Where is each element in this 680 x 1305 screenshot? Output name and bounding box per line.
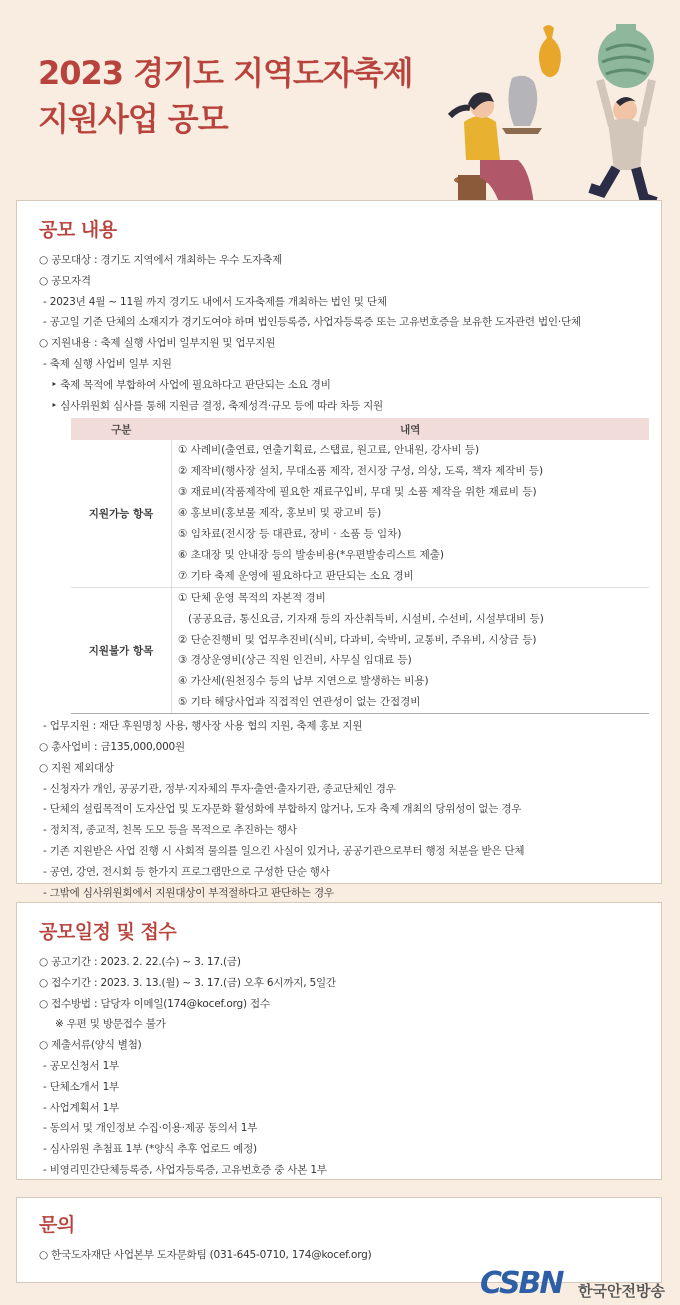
- table-item: ③ 경상운영비(상근 직원 인건비, 사무실 임대료 등): [178, 654, 412, 667]
- table-item: ② 단순진행비 및 업무추진비(식비, 다과비, 숙박비, 교통비, 주유비, 시상금 등): [178, 633, 537, 646]
- table-header-category: 구분: [71, 418, 172, 440]
- table-item: ① 사례비(출연료, 연출기획료, 스탭료, 원고료, 안내원, 강사비 등): [178, 444, 480, 457]
- watermark-logo: [480, 1266, 680, 1300]
- list-item: - 2023년 4월 ~ 11월 까지 경기도 내에서 도자축제를 개최하는 법인 및 단체: [43, 295, 387, 308]
- list-item: ○ 공모자격: [39, 274, 91, 287]
- table-item: ② 제작비(행사장 설치, 무대소품 제작, 전시장 구성, 의상, 도록, 책자 제작비 등): [178, 465, 544, 478]
- list-item: - 축제 실행 사업비 일부 지원: [43, 357, 172, 370]
- details-list-bottom: [39, 716, 661, 903]
- section-title: 공모일정 및 접수: [39, 921, 177, 943]
- table-category-cell: 지원가능 항목: [71, 440, 172, 587]
- page-title: [38, 50, 413, 142]
- list-item: ○ 한국도자재단 사업본부 도자문화팀 (031-645-0710, 174@kocef.org): [39, 1249, 372, 1261]
- list-item: - 공고일 기준 단체의 소재지가 경기도여야 하며 법인등록증, 사업자등록증 또는 고유번호증을 보유한 도자관련 법인·단체: [43, 316, 581, 329]
- section-title: 공모 내용: [39, 219, 117, 241]
- schedule-list: [39, 952, 661, 1181]
- list-item: ○ 공모대상 : 경기도 지역에서 개최하는 우수 도자축제: [39, 254, 283, 266]
- list-item: - 신청자가 개인, 공공기관, 정부·지자체의 투자·출연·출자기관, 종교단체인 경우: [43, 782, 396, 795]
- table-item: ⑦ 기타 축제 운영에 필요하다고 판단되는 소요 경비: [178, 569, 414, 582]
- table-item: ④ 홍보비(홍보물 제작, 홍보비 및 광고비 등): [178, 507, 382, 520]
- inquiry-list: [39, 1245, 661, 1266]
- list-item: ○ 접수기간 : 2023. 3. 13.(월) ~ 3. 17.(금) 오후 6시까지, 5일간: [39, 976, 336, 989]
- pottery-illustration: [430, 10, 680, 205]
- table-item: ③ 재료비(작품제작에 필요한 재료구입비, 무대 및 소품 제작을 위한 재료비 등): [178, 486, 537, 499]
- table-details-cell: [172, 440, 650, 587]
- list-item: - 정치적, 종교적, 친목 도모 등을 목적으로 추진하는 행사: [43, 824, 297, 837]
- table-category-cell: 지원불가 항목: [71, 587, 172, 713]
- list-item: - 그밖에 심사위원회에서 지원대상이 부적절하다고 판단하는 경우: [43, 886, 334, 899]
- list-item: ‣ 심사위원회 심사를 통해 지원금 결정, 축제성격·규모 등에 따라 차등 지원: [51, 399, 383, 412]
- table-item: ④ 가산세(원천징수 등의 납부 지연으로 발생하는 비용): [178, 675, 429, 688]
- list-item: - 업무지원 : 재단 후원명칭 사용, 행사장 사용 협의 지원, 축제 홍보 지원: [43, 720, 363, 733]
- broadcaster-name: 한국안전방송: [578, 1282, 665, 1300]
- list-item: - 기존 지원받은 사업 진행 시 사회적 물의를 일으킨 사실이 있거나, 공공기관으로부터 행정 처분을 받은 단체: [43, 844, 525, 857]
- table-row: [71, 440, 649, 587]
- list-item: ○ 공고기간 : 2023. 2. 22.(수) ~ 3. 17.(금): [39, 956, 241, 968]
- list-item: - 심사위원 추첨표 1부 (*양식 추후 업로드 예정): [43, 1143, 257, 1156]
- list-item: ‣ 축제 목적에 부합하여 사업에 필요하다고 판단되는 소요 경비: [51, 378, 331, 391]
- section-title: 문의: [39, 1214, 75, 1236]
- table-header-details: 내역: [172, 418, 650, 440]
- title-line-1: 2023 경기도 지역도자축제: [38, 54, 413, 92]
- list-item: ※ 우편 및 방문접수 불가: [55, 1018, 166, 1031]
- details-list-top: [39, 250, 661, 416]
- title-line-2: 지원사업 공모: [38, 100, 228, 138]
- table-item: ⑤ 임차료(전시장 등 대관료, 장비 · 소품 등 임차): [178, 528, 402, 540]
- table-row: [71, 587, 649, 713]
- list-item: - 단체의 설립목적이 도자산업 및 도자문화 활성화에 부합하지 않거나, 도자 축제 개최의 당위성이 없는 경우: [43, 803, 522, 816]
- list-item: - 단체소개서 1부: [43, 1080, 120, 1093]
- list-item: - 비영리민간단체등록증, 사업자등록증, 고유번호증 중 사본 1부: [43, 1163, 327, 1176]
- list-item: - 동의서 및 개인정보 수집·이용·제공 동의서 1부: [43, 1122, 258, 1135]
- list-item: - 공연, 강연, 전시회 등 한가지 프로그램만으로 구성한 단순 행사: [43, 865, 330, 878]
- table-item: ① 단체 운영 목적의 자본적 경비: [178, 591, 326, 604]
- list-item: ○ 지원 제외대상: [39, 761, 114, 774]
- table-details-cell: [172, 587, 650, 713]
- support-items-table: [71, 418, 649, 714]
- table-item: (공공요금, 통신요금, 기자재 등의 자산취득비, 시설비, 수선비, 시설부대비 등): [178, 612, 544, 625]
- table-item: ⑥ 초대장 및 안내장 등의 발송비용(*우편발송리스트 제출): [178, 548, 445, 561]
- csbn-logo-mark: CSBN: [480, 1266, 563, 1301]
- list-item: ○ 지원내용 : 축제 실행 사업비 일부지원 및 업무지원: [39, 337, 276, 350]
- table-item: ⑤ 기타 해당사업과 직접적인 연관성이 없는 간접경비: [178, 696, 421, 709]
- list-item: - 공모신청서 1부: [43, 1059, 120, 1072]
- list-item: - 사업계획서 1부: [43, 1101, 120, 1114]
- section-schedule-submission: [16, 902, 662, 1180]
- list-item: ○ 총사업비 : 금135,000,000원: [39, 740, 185, 753]
- section-recruitment-details: [16, 200, 662, 899]
- list-item: ○ 접수방법 : 담당자 이메일(174@kocef.org) 접수: [39, 997, 270, 1010]
- list-item: ○ 제출서류(양식 별첨): [39, 1039, 142, 1052]
